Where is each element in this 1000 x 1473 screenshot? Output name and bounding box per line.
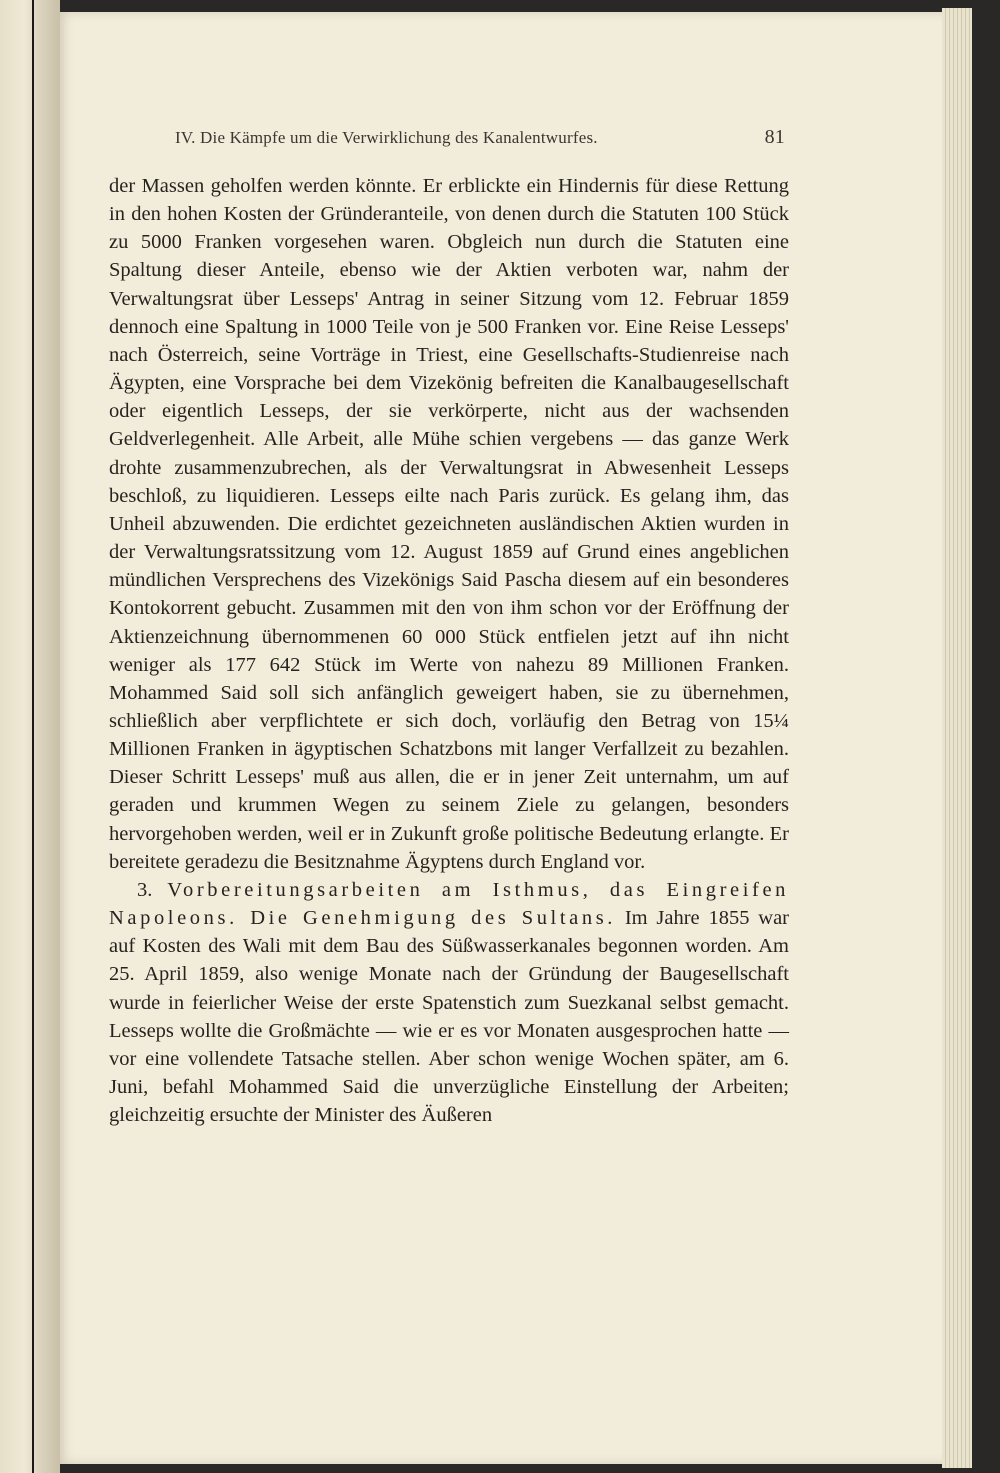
book-spine xyxy=(32,0,34,1473)
section-paragraph xyxy=(109,876,789,1129)
running-header xyxy=(175,126,785,152)
page-edges xyxy=(942,8,972,1468)
running-title: IV. Die Kämpfe um die Verwirklichung des Kanalentwurfes. xyxy=(175,128,598,147)
section-heading: Vorbereitungsarbeiten am Isthmus, das Eingreifen Napoleons. Die Genehmigung des Sultans. xyxy=(109,878,790,930)
page-body xyxy=(109,172,789,1129)
section-text: Im Jahre 1855 war auf Kosten des Wali mit dem Bau des Süßwasserkanales begonnen worden. Am 25. April 1859, also wenige Monate nach der Gründung der Baugesellschaft wurde in feierlicher Weise der erste Spatenstich zum Suezkanal selbst gemacht. Lesseps wollte die Großmächte — wie er es vor Monaten ausgesprochen hatte — vor eine vollendete Tatsache stellen. Aber schon wenige Wochen später, am 6. Juni, befahl Mohammed Said die unverzügliche Einstellung der Arbeiten; gleichzeitig ersuchte der Minister des Äußeren xyxy=(109,907,789,1127)
book-binding xyxy=(0,0,60,1473)
paragraph: der Massen geholfen werden könnte. Er erblickte ein Hindernis für diese Rettung in den hohen Kosten der Gründeranteile, von denen durch die Statuten 100 Stück zu 5000 Franken vorgesehen waren. Obgleich nun durch die Statuten eine Spaltung dieser Anteile, ebenso wie der Aktien verboten war, nahm der Verwaltungsrat über Lesseps' Antrag in seiner Sitzung vom 12. Februar 1859 dennoch eine Spaltung in 1000 Teile von je 500 Franken vor. Eine Reise Lesseps' nach Österreich, seine Vorträge in Triest, eine Gesellschafts-Studienreise nach Ägypten, eine Vorsprache bei dem Vizekönig befreiten die Kanalbaugesellschaft oder eigentlich Lesseps, der sie verkörperte, nicht aus der wachsenden Geldverlegenheit. Alle Arbeit, alle Mühe schien vergebens — das ganze Werk drohte zusammenzubrechen, als der Verwaltungsrat in Abwesenheit Lesseps beschloß, zu liquidieren. Lesseps eilte nach Paris zurück. Es gelang ihm, das Unheil abzuwenden. Die erdichtet gezeichneten ausländischen Aktien wurden in der Verwaltungsratssitzung vom 12. August 1859 auf Grund eines angeblichen mündlichen Versprechens des Vizekönigs Said Pascha diesem auf ein besonderes Kontokorrent gebucht. Zusammen mit den von ihm schon vor der Eröffnung der Aktienzeichnung übernommenen 60 000 Stück entfielen jetzt auf ihn nicht weniger als 177 642 Stück im Werte von nahezu 89 Millionen Franken. Mohammed Said soll sich anfänglich geweigert haben, sie zu übernehmen, schließlich aber verpflichtete er sich doch, vorläufig den Betrag von 15¼ Millionen Franken in ägyptischen Schatzbons mit langer Verfallzeit zu bezahlen. Dieser Schritt Lesseps' muß aus allen, die er in jener Zeit unternahm, um auf geraden und krummen Wegen zu seinem Ziele zu gelangen, besonders hervorgehoben werden, weil er in Zukunft große politische Bedeutung erlangte. Er bereitete geradezu die Besitznahme Ägyptens durch England vor. xyxy=(109,175,789,873)
page-number: 81 xyxy=(764,126,785,148)
section-number: 3. xyxy=(137,878,153,901)
